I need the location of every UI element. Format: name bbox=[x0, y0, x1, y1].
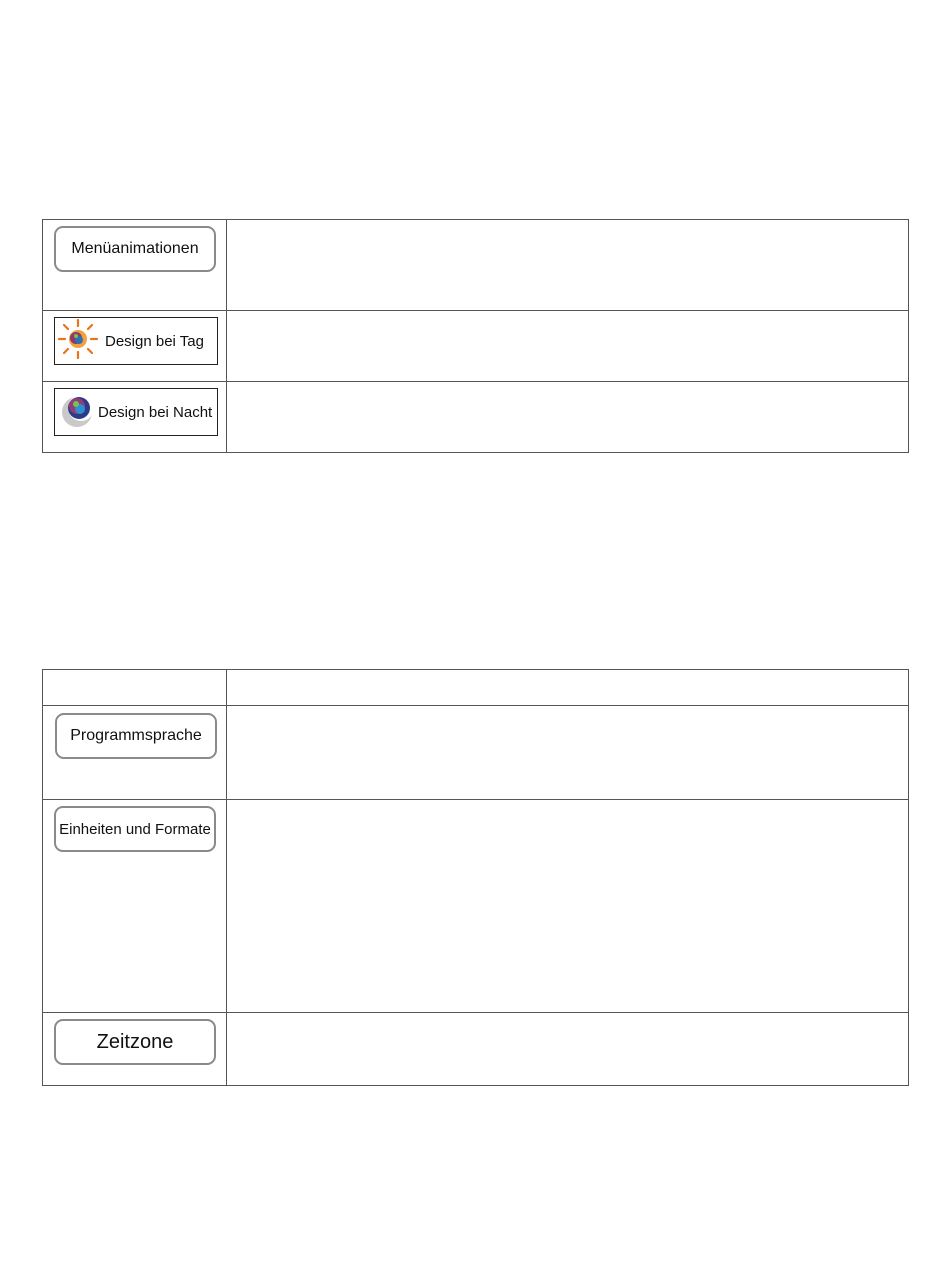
table-header-row bbox=[43, 670, 909, 706]
button-label: Menüanimationen bbox=[71, 240, 199, 257]
description-cell bbox=[227, 1013, 909, 1086]
table-row bbox=[43, 220, 909, 311]
units-and-formats-button[interactable] bbox=[54, 806, 216, 852]
time-zone-button[interactable] bbox=[54, 1019, 216, 1065]
button-label: Design bei Tag bbox=[105, 332, 204, 350]
button-label: Design bei Nacht bbox=[98, 403, 213, 421]
program-language-button[interactable] bbox=[55, 713, 217, 759]
table-row bbox=[43, 382, 909, 453]
button-label: Programmsprache bbox=[70, 727, 202, 744]
table-row bbox=[43, 706, 909, 800]
button-cell bbox=[43, 382, 227, 453]
header-cell bbox=[227, 670, 909, 706]
button-label: Einheiten und Formate bbox=[59, 820, 211, 838]
description-cell bbox=[227, 220, 909, 311]
moon-icon bbox=[55, 388, 97, 436]
description-cell bbox=[227, 706, 909, 800]
description-cell bbox=[227, 382, 909, 453]
button-cell bbox=[43, 311, 227, 382]
settings-table-regional bbox=[42, 669, 909, 1086]
button-cell bbox=[43, 800, 227, 1013]
button-cell bbox=[43, 1013, 227, 1086]
button-cell bbox=[43, 706, 227, 800]
menu-animations-button[interactable] bbox=[54, 226, 216, 272]
description-cell bbox=[227, 311, 909, 382]
description-cell bbox=[227, 800, 909, 1013]
button-label: Zeitzone bbox=[96, 1030, 174, 1053]
button-cell bbox=[43, 220, 227, 311]
day-design-button[interactable] bbox=[54, 317, 218, 365]
table-row bbox=[43, 800, 909, 1013]
sun-icon bbox=[55, 317, 101, 365]
night-design-button[interactable] bbox=[54, 388, 218, 436]
table-row bbox=[43, 311, 909, 382]
settings-table-display bbox=[42, 219, 909, 453]
table-row bbox=[43, 1013, 909, 1086]
header-cell bbox=[43, 670, 227, 706]
